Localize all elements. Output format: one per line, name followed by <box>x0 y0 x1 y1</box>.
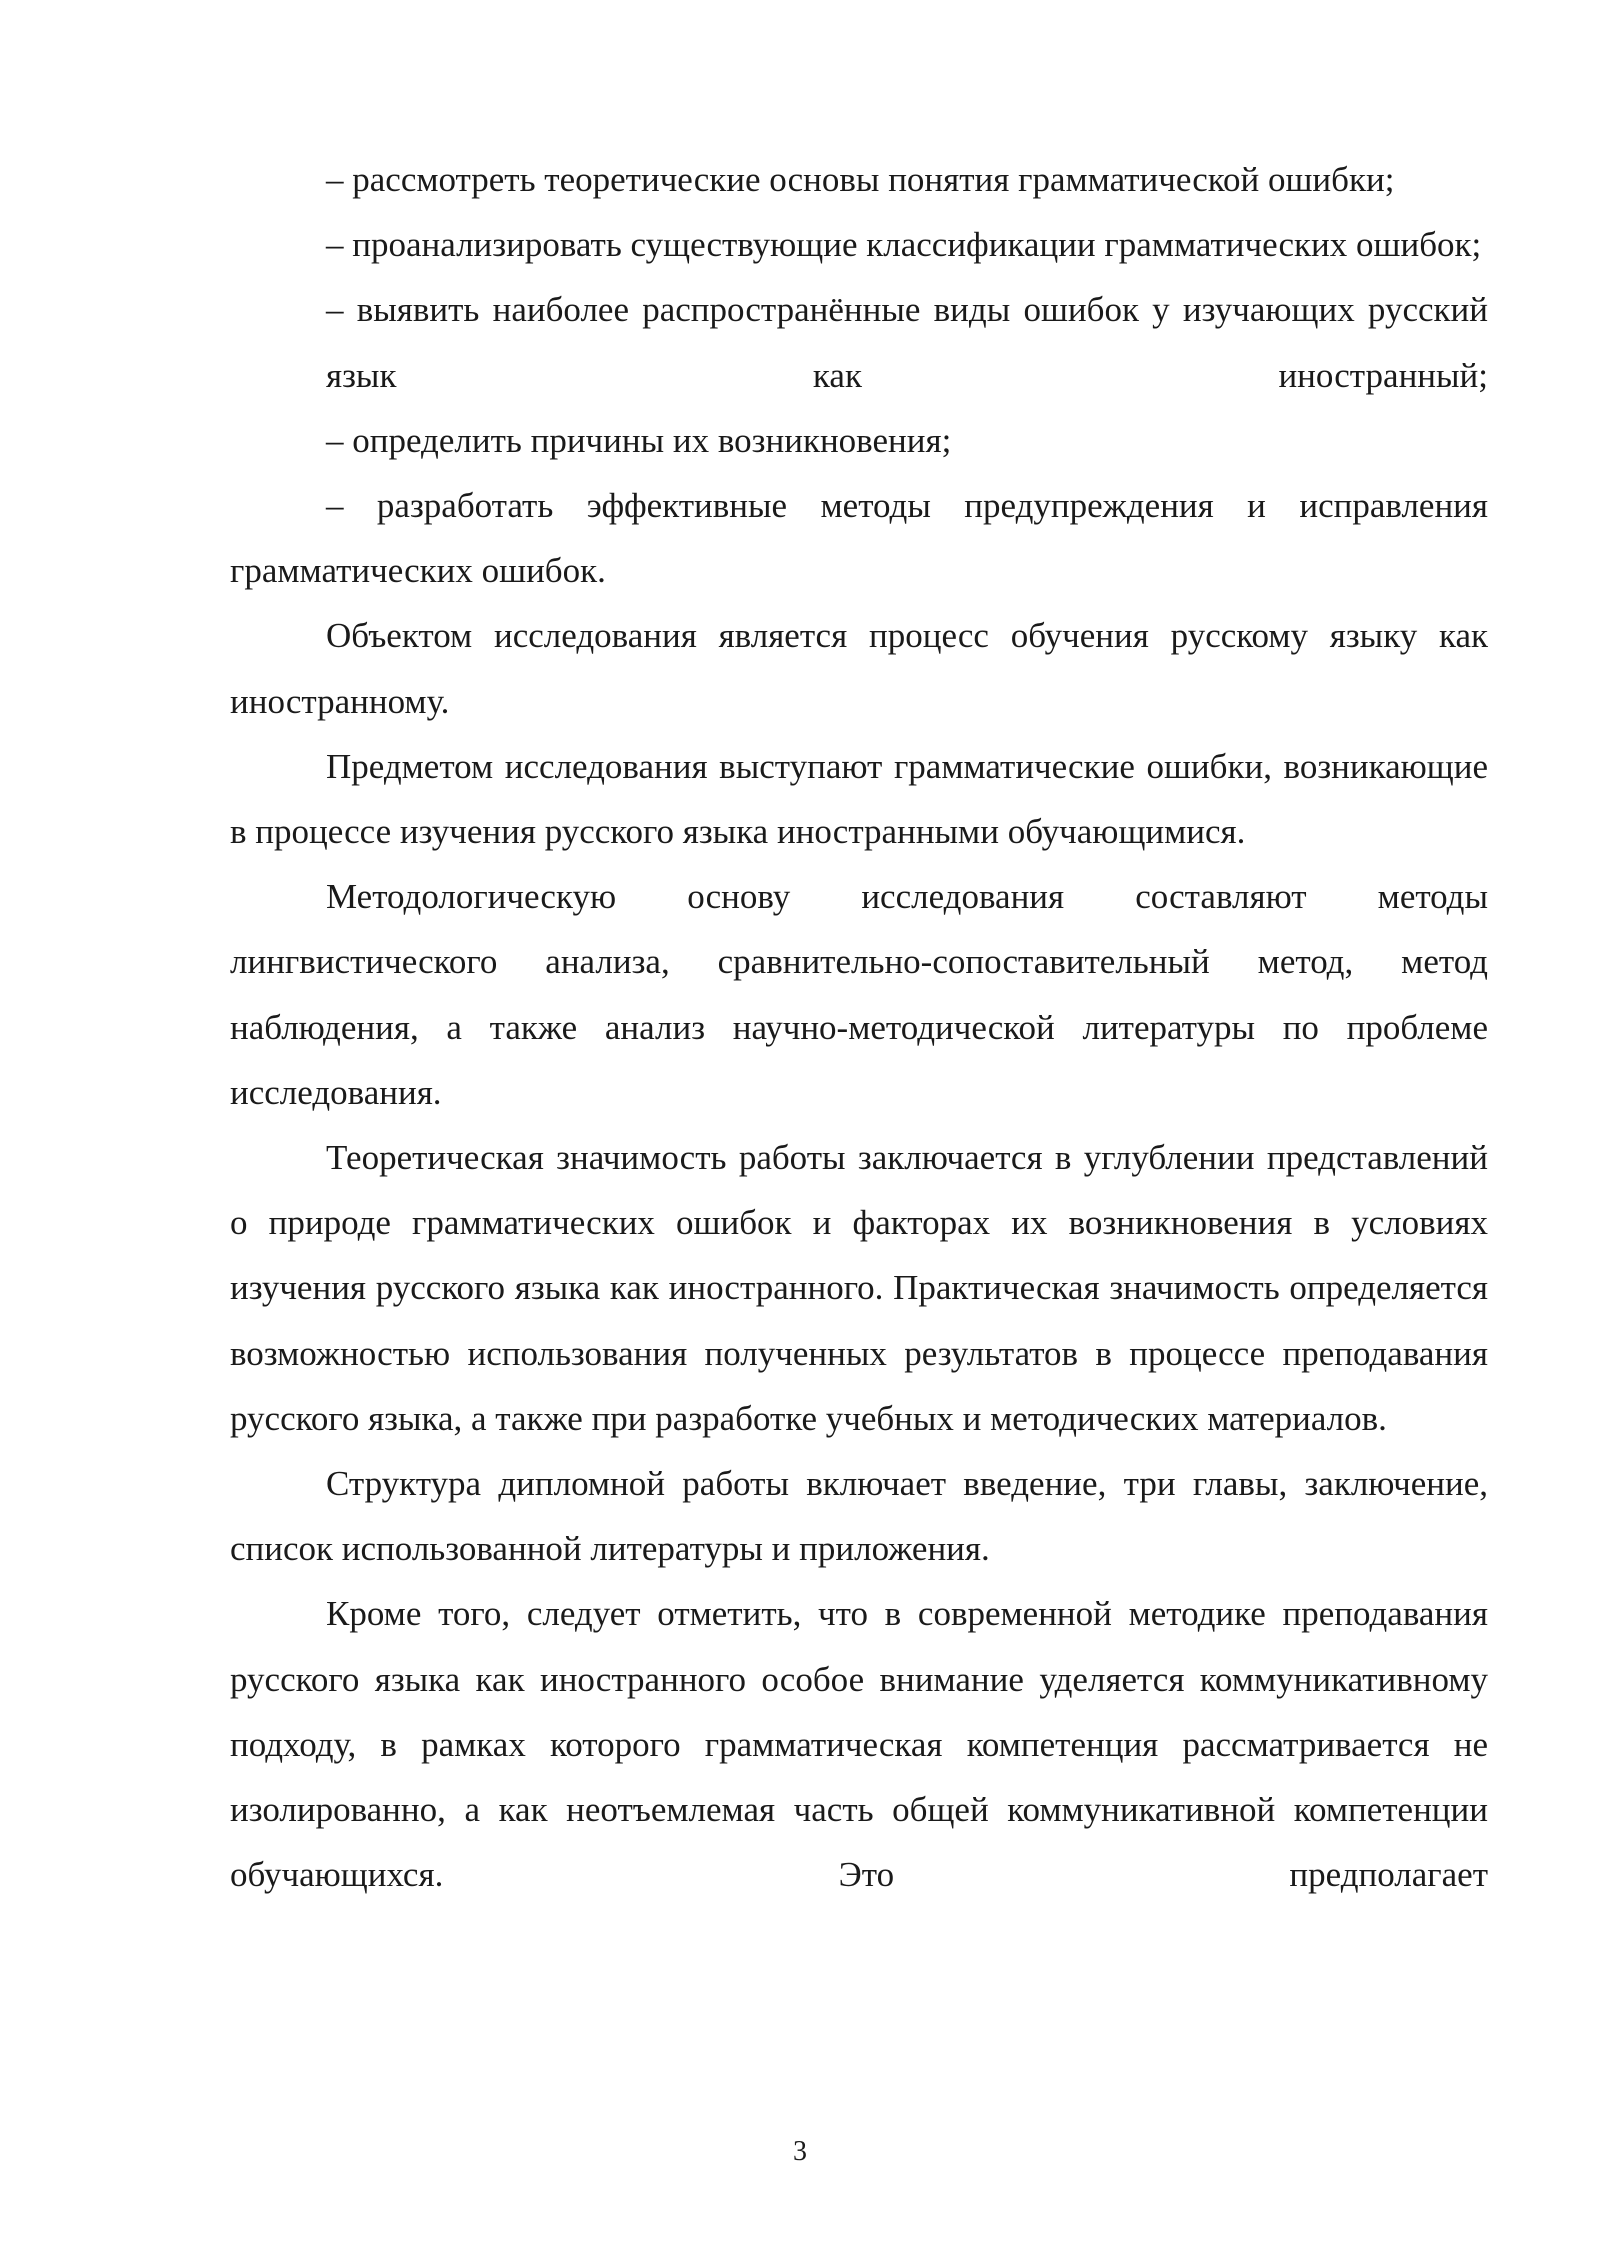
body-paragraph: Объектом исследования является процесс обучения русскому языку как иностранному. <box>230 616 1488 721</box>
document-body <box>230 147 1488 1907</box>
body-paragraph: Теоретическая значимость работы заключается в углублении представлений о природе грамматических ошибок и факторах их возникновения в условиях изучения русского языка как иностранного. Практическая значимость определяется возможностью использования полученных результатов в процессе преподавания русского языка, а также при разработке учебных и методических материалов. <box>230 1138 1488 1438</box>
task-list-item: – проанализировать существующие классификации грамматических ошибок; <box>326 225 1482 265</box>
body-paragraph: Методологическую основу исследования составляют методы лингвистического анализа, сравнительно-сопоставительный метод, метод наблюдения, а также анализ научно-методической литературы по проблеме исследования. <box>230 877 1488 1112</box>
task-list-item: – разработать эффективные методы предупреждения и исправления грамматических ошибок. <box>230 486 1488 591</box>
body-paragraph: Кроме того, следует отметить, что в современной методике преподавания русского языка как иностранного особое внимание уделяется коммуникативному подходу, в рамках которого грамматическая компетенция рассматривается не изолированно, а как неотъемлемая часть общей коммуникативной компетенции обучающихся. Это предполагает <box>230 1594 1488 1895</box>
task-list-item: – выявить наиболее распространённые виды ошибок у изучающих русский язык как иностранный; <box>326 290 1488 395</box>
body-paragraph: Предметом исследования выступают грамматические ошибки, возникающие в процессе изучения русского языка иностранными обучающимися. <box>230 746 1488 852</box>
task-list-item: – определить причины их возникновения; <box>326 420 952 460</box>
page-number: 3 <box>793 2136 807 2167</box>
task-list-item: – рассмотреть теоретические основы понятия грамматической ошибки; <box>326 160 1395 199</box>
body-paragraph: Структура дипломной работы включает введение, три главы, заключение, список использованной литературы и приложения. <box>230 1464 1488 1569</box>
